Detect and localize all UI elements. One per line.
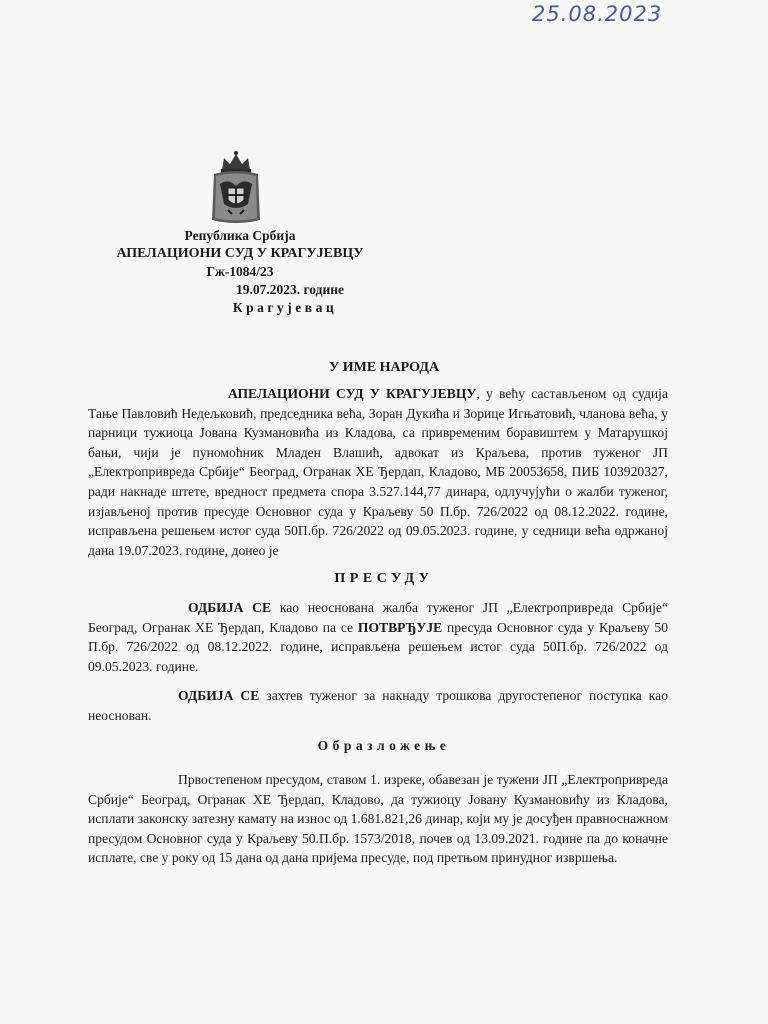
ruling-one-text-b: пресуда Основног суда у Краљеву 50 П.бр. 726/2022 од 08.12.2022. године, исправљена решењем истог суда 50П.бр. 726/2022 од 09.05.2023. године. — [88, 619, 668, 674]
ruling-two-reject: ОДБИЈА СЕ — [178, 688, 260, 703]
ruling-two-paragraph — [88, 686, 668, 725]
reasoning-paragraph — [88, 770, 668, 868]
intro-paragraph — [88, 384, 668, 560]
verdict-heading: ПРЕСУДУ — [334, 571, 434, 586]
ruling-one-reject: ОДБИЈА СЕ — [188, 600, 272, 615]
ruling-two-text: захтев туженог за накнаду трошкова другостепеног поступка као неоснован. — [88, 688, 668, 723]
header-city: Крагујевац — [232, 300, 338, 315]
ruling-one-confirm: ПОТВРЂУЈЕ — [357, 619, 443, 635]
header-republic: Република Србија — [184, 228, 296, 243]
serbian-coat-of-arms-icon — [208, 150, 264, 226]
header-date: 19.07.2023. године — [235, 282, 345, 297]
ruling-one-paragraph — [88, 598, 668, 676]
ruling-one-text-a: као неоснована жалба туженог ЈП „Електропривреда Србије“ Београд, Огранак ХЕ Ђердап, Кладово па се — [88, 600, 668, 635]
intro-text: , у већу састављеном од судија Тање Павловић Недељковић, председника већа, Зоран Дукића и Зорице Игњатовић, чланова већа, у парници тужиоца Јована Кузмановића из Кладова, са привременим боравиштем у Матарушкој бањи, чији је пуномоћник Младен Влашић, адвокат из Краљева, против туженог ЈП „Електропривреда Србије“ Београд, Огранак ХЕ Ђердап, Кладово, МБ 20053658, ПИБ 103920327, ради накнаде штете, вредност предмета спора 3.527.144,77 динара, одлучујући о жалби туженог, изјављеној против пресуде Основног суда у Краљеву 50 П.бр. 726/2022 од 08.12.2022. године, исправљена решењем истог суда 50П.бр. 726/2022 од 09.05.2023. године, у седници већа одржаној дана 19.07.2023. године, донео је — [88, 386, 668, 558]
title-in-the-name-of-the-people: У ИМЕ НАРОДА — [328, 360, 440, 375]
handwritten-date: 25.08.2023 — [532, 2, 663, 26]
header-case-number: Гж-1084/23 — [206, 264, 274, 279]
reasoning-text: Првостепеном пресудом, ставом 1. изреке, обавезан је тужени ЈП „Електропривреда Србије“ Београд, Огранак ХЕ Ђердап, Кладово, да тужиоцу Јовану Кузмановићу из Кладова, исплати законску затезну камату на износ од 1.681.821,26 динар, који му је досуђен правноснажном пресудом Основног суда у Краљеву 50.П.бр. 1573/2018, почев од 13.09.2021. године па до коначне исплате, све у року од 15 дана од дана пријема пресуде, под претњом принудног извршења. — [88, 772, 668, 866]
intro-court-name: АПЕЛАЦИОНИ СУД У КРАГУЈЕВЦУ — [228, 386, 477, 401]
reasoning-heading: Образложење — [317, 738, 451, 753]
header-court-name: АПЕЛАЦИОНИ СУД У КРАГУЈЕВЦУ — [116, 246, 364, 261]
